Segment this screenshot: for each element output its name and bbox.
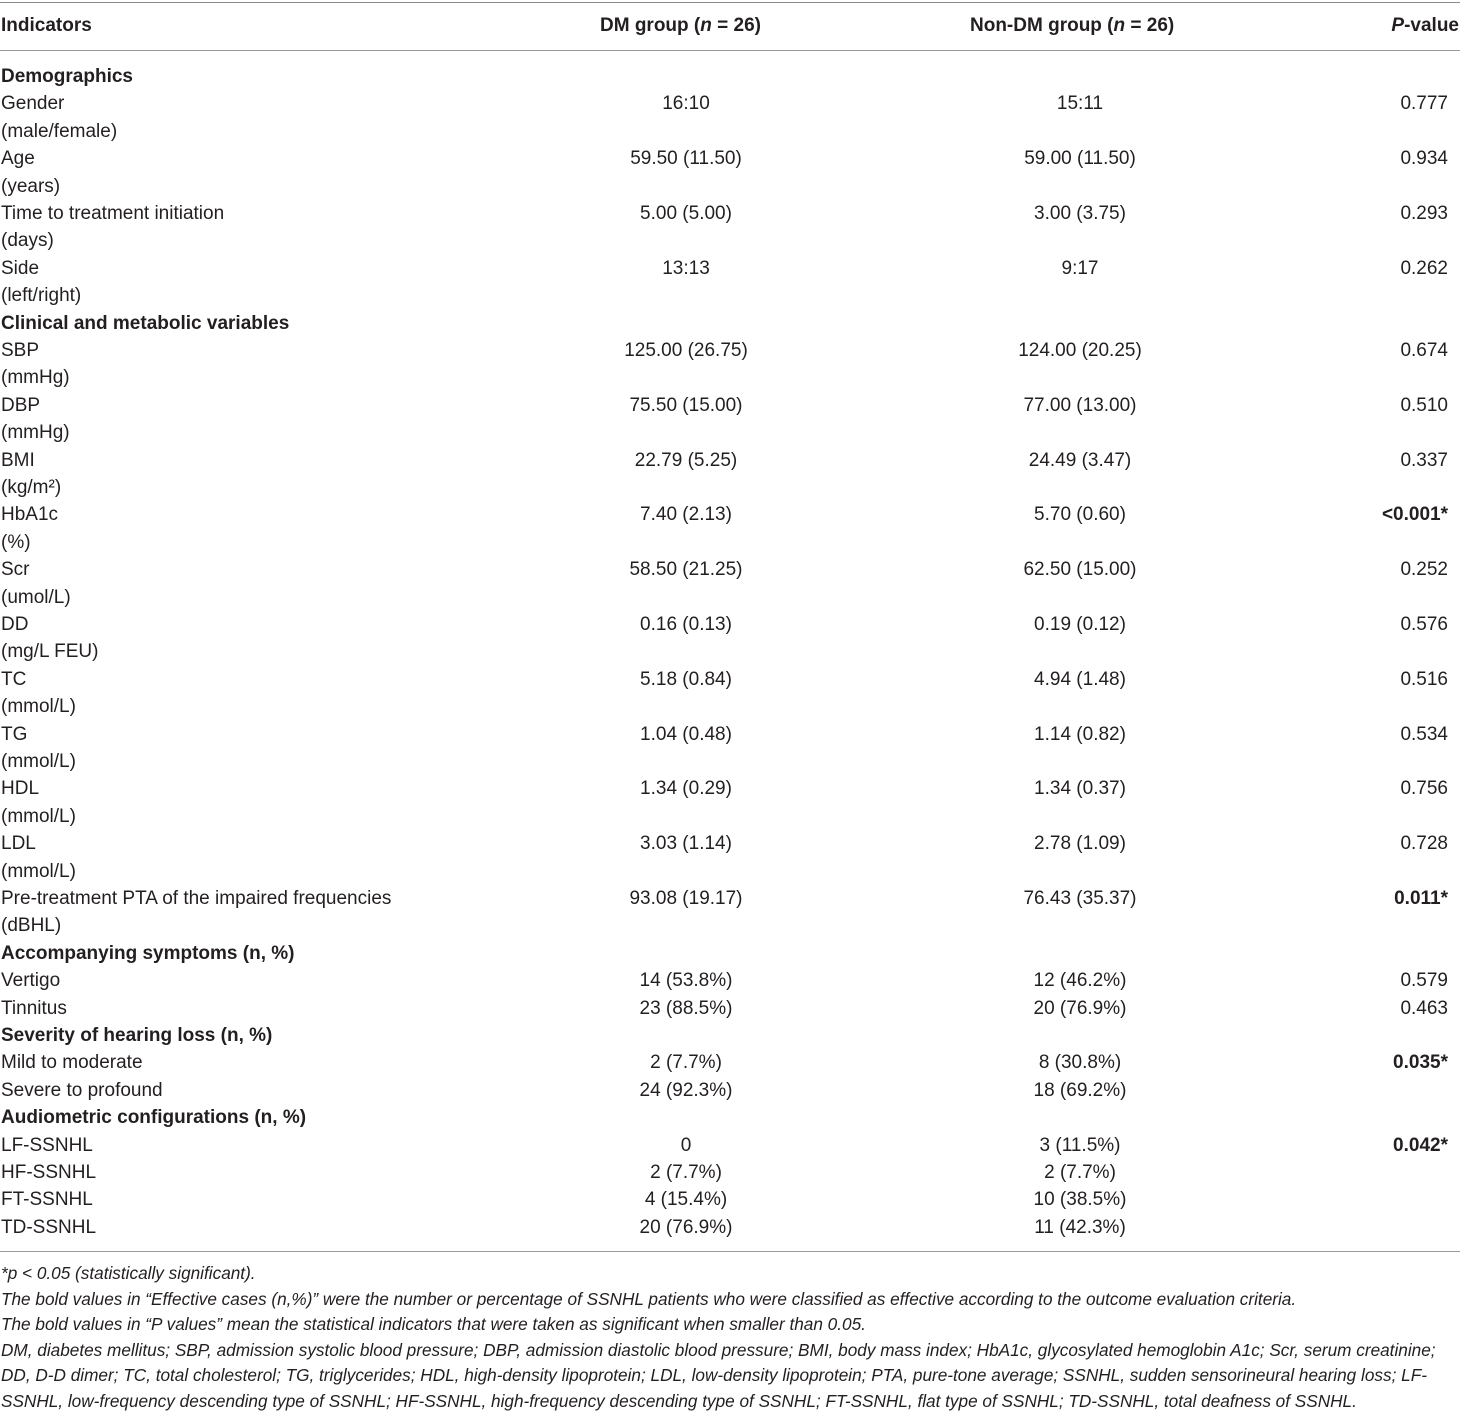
indicator-label: DBP <box>1 394 41 416</box>
p-value-cell: 0.510 <box>1400 394 1448 416</box>
header-dm-suffix: = 26) <box>711 15 761 36</box>
dm-value-cell: 93.08 (19.17) <box>629 888 743 909</box>
indicator-label: SBP <box>1 340 40 361</box>
nondm-value-cell: 15:11 <box>1056 93 1104 115</box>
dm-value-cell: 125.00 (26.75) <box>624 340 748 361</box>
indicator-unit: (days) <box>1 230 54 252</box>
indicator-label: Side <box>1 257 40 279</box>
indicator-cell <box>1 337 471 392</box>
dm-value-cell: 14 (53.8%) <box>639 970 733 992</box>
nondm-value-cell: 1.14 (0.82) <box>1034 723 1126 745</box>
indicator-cell <box>1 611 471 666</box>
header-p-italic: P <box>1391 15 1405 36</box>
nondm-value-cell: 1.34 (0.37) <box>1034 778 1126 800</box>
indicator-label: Tinnitus <box>1 997 67 1019</box>
indicator-unit: (%) <box>1 531 31 553</box>
header-p-value <box>1391 12 1459 40</box>
dm-value-cell: 59.50 (11.50) <box>630 148 742 170</box>
dm-value-cell: 2 (7.7%) <box>650 1162 722 1183</box>
header-nondm-suffix: = 26) <box>1125 15 1175 36</box>
nondm-value-cell: 24.49 (3.47) <box>1028 449 1132 471</box>
indicator-label: HbA1c <box>1 504 59 526</box>
indicator-label: Time to treatment initiation <box>1 203 225 224</box>
bottom-rule <box>0 1251 1460 1252</box>
header-dm-n: n <box>700 15 712 36</box>
nondm-value-cell: 9:17 <box>1061 257 1099 279</box>
indicator-label: TC <box>1 668 27 690</box>
header-nondm-group <box>970 12 1174 40</box>
indicator-label: LDL <box>1 833 36 855</box>
indicator-label: DD <box>1 614 29 635</box>
indicator-cell <box>1 1077 471 1104</box>
nondm-value-cell: 10 (38.5%) <box>1033 1189 1127 1211</box>
indicator-cell <box>1 501 471 556</box>
dm-value-cell: 16:10 <box>662 93 710 115</box>
indicator-cell <box>1 885 471 940</box>
indicator-unit: (mmol/L) <box>1 751 76 772</box>
indicator-cell <box>1 666 471 721</box>
indicator-unit: (mg/L FEU) <box>1 641 99 663</box>
section-title <box>1 1022 471 1049</box>
dm-value-cell: 0 <box>680 1134 692 1156</box>
indicator-cell <box>1 200 471 255</box>
p-value-cell: 0.777 <box>1400 93 1448 115</box>
p-value-cell: 0.042* <box>1393 1134 1448 1156</box>
nondm-value-cell: 0.19 (0.12) <box>1034 614 1126 635</box>
indicator-unit: (years) <box>1 175 61 197</box>
dm-value-cell: 5.18 (0.84) <box>640 668 732 690</box>
dm-value-cell: 58.50 (21.25) <box>629 559 743 581</box>
dm-value-cell: 4 (15.4%) <box>644 1189 728 1211</box>
indicator-cell <box>1 1159 471 1186</box>
indicator-cell <box>1 255 471 310</box>
indicator-label: TD-SSNHL <box>1 1216 97 1238</box>
header-dm-prefix: DM group ( <box>600 15 701 36</box>
indicator-label: Age <box>1 148 35 170</box>
p-value-cell: 0.579 <box>1400 970 1448 992</box>
header-indicators-text: Indicators <box>1 15 92 36</box>
header-nondm-prefix: Non-DM group ( <box>970 15 1114 36</box>
indicator-label: Accompanying symptoms (n, %) <box>1 942 295 964</box>
header-p-suffix: -value <box>1404 15 1459 36</box>
p-value-cell: 0.463 <box>1400 997 1448 1019</box>
p-value-cell: 0.011* <box>1394 888 1448 909</box>
dm-value-cell: 1.34 (0.29) <box>640 778 732 800</box>
p-value-cell: 0.293 <box>1400 203 1448 224</box>
indicator-cell <box>1 830 471 885</box>
p-value-cell: 0.576 <box>1400 614 1448 635</box>
nondm-value-cell: 62.50 (15.00) <box>1023 559 1137 581</box>
nondm-value-cell: 20 (76.9%) <box>1033 997 1127 1019</box>
section-title <box>1 940 471 967</box>
dm-value-cell: 3.03 (1.14) <box>640 833 732 855</box>
indicator-cell <box>1 1186 471 1213</box>
indicator-label: FT-SSNHL <box>1 1189 93 1211</box>
dm-value-cell: 2 (7.7%) <box>650 1052 722 1074</box>
dm-value-cell: 75.50 (15.00) <box>629 394 743 416</box>
indicator-cell <box>1 775 471 830</box>
indicator-label: HDL <box>1 778 40 800</box>
nondm-value-cell: 77.00 (13.00) <box>1023 394 1137 416</box>
indicator-cell <box>1 1214 471 1241</box>
dm-value-cell: 20 (76.9%) <box>639 1216 733 1238</box>
p-value-cell: 0.035* <box>1393 1052 1448 1074</box>
indicator-unit: (mmol/L) <box>1 805 76 827</box>
nondm-value-cell: 3.00 (3.75) <box>1034 203 1126 224</box>
footnote-significance: *p < 0.05 (statistically significant). <box>1 1263 256 1283</box>
indicator-cell <box>1 1132 471 1159</box>
section-title <box>1 310 471 337</box>
p-value-cell: <0.001* <box>1381 504 1448 526</box>
nondm-value-cell: 4.94 (1.48) <box>1034 668 1126 690</box>
nondm-value-cell: 59.00 (11.50) <box>1024 148 1136 170</box>
section-title <box>1 63 471 90</box>
p-value-cell: 0.674 <box>1400 340 1448 361</box>
nondm-value-cell: 11 (42.3%) <box>1034 1216 1126 1238</box>
indicator-unit: (male/female) <box>1 120 118 142</box>
indicator-cell <box>1 556 471 611</box>
dm-value-cell: 5.00 (5.00) <box>640 203 732 224</box>
dm-value-cell: 0.16 (0.13) <box>640 614 732 635</box>
indicator-label: BMI <box>1 449 35 471</box>
p-value-cell: 0.756 <box>1400 778 1448 800</box>
nondm-value-cell: 76.43 (35.37) <box>1023 888 1137 909</box>
header-rule <box>0 50 1460 51</box>
dm-value-cell: 23 (88.5%) <box>639 997 733 1019</box>
nondm-value-cell: 8 (30.8%) <box>1038 1052 1122 1074</box>
nondm-value-cell: 18 (69.2%) <box>1033 1079 1127 1101</box>
nondm-value-cell: 12 (46.2%) <box>1033 970 1127 992</box>
dm-value-cell: 1.04 (0.48) <box>640 723 732 745</box>
indicator-label: Severity of hearing loss (n, %) <box>1 1025 273 1046</box>
nondm-value-cell: 2 (7.7%) <box>1044 1162 1116 1183</box>
indicator-unit: (mmHg) <box>1 367 70 389</box>
indicator-cell <box>1 721 471 776</box>
indicator-label: Vertigo <box>1 970 61 992</box>
p-value-cell: 0.516 <box>1400 668 1448 690</box>
indicator-cell <box>1 90 471 145</box>
indicator-unit: (kg/m²) <box>1 477 62 498</box>
footnote-effective-cases: The bold values in “Effective cases (n,%)” were the number or percentage of SSNHL patients who were classified as effective according to the outcome evaluation criteria. <box>1 1288 1297 1309</box>
dm-value-cell: 13:13 <box>662 257 710 279</box>
header-dm-group <box>600 12 761 40</box>
header-indicators <box>1 12 92 40</box>
nondm-value-cell: 3 (11.5%) <box>1039 1134 1121 1156</box>
indicator-label: Demographics <box>1 66 133 87</box>
dm-value-cell: 7.40 (2.13) <box>640 504 732 526</box>
indicator-unit: (mmol/L) <box>1 696 76 718</box>
p-value-cell: 0.337 <box>1400 449 1448 471</box>
footnote-abbreviations: DM, diabetes mellitus; SBP, admission systolic blood pressure; DBP, admission diastolic blood pressure; BMI, body mass index; HbA1c, glycosylated hemoglobin A1c; Scr, serum creatinine; DD, D-D dimer; TC, total cholesterol; TG, triglycerides; HDL, high-density lipoprotein; LDL, low-density lipoprotein; PTA, pure-tone average; SSNHL, sudden sensorineural hearing loss; LF-SSNHL, low-frequency descending type of SSNHL; HF-SSNHL, high-frequency descending type of SSNHL; FT-SSNHL, flat type of SSNHL; TD-SSNHL, total deafness of SSNHL. <box>1 1339 1436 1411</box>
indicator-unit: (dBHL) <box>1 915 62 937</box>
indicator-label: Pre-treatment PTA of the impaired frequencies <box>1 888 392 909</box>
indicator-label: TG <box>1 723 28 745</box>
p-value-cell: 0.252 <box>1400 559 1448 581</box>
nondm-value-cell: 2.78 (1.09) <box>1034 833 1126 855</box>
indicator-unit: (left/right) <box>1 285 82 307</box>
indicator-cell <box>1 447 471 502</box>
p-value-cell: 0.534 <box>1400 723 1448 745</box>
dm-value-cell: 24 (92.3%) <box>639 1079 733 1101</box>
indicator-cell <box>1 145 471 200</box>
p-value-cell: 0.934 <box>1400 148 1448 170</box>
header-nondm-n: n <box>1113 15 1126 36</box>
indicator-unit: (umol/L) <box>1 586 71 608</box>
indicator-label: Severe to profound <box>1 1079 163 1101</box>
indicator-label: HF-SSNHL <box>1 1162 97 1183</box>
table-footnotes <box>1 1261 1459 1414</box>
indicator-label: LF-SSNHL <box>1 1134 93 1156</box>
indicator-label: Clinical and metabolic variables <box>1 312 290 334</box>
p-value-cell: 0.728 <box>1400 833 1448 855</box>
indicator-cell <box>1 995 471 1022</box>
indicator-unit: (mmol/L) <box>1 860 76 882</box>
top-rule <box>0 2 1460 3</box>
footnote-p-values: The bold values in “P values” mean the statistical indicators that were taken as significant when smaller than 0.05. <box>1 1314 866 1334</box>
indicator-label: Gender <box>1 93 65 115</box>
indicator-label: Scr <box>1 559 30 581</box>
p-value-cell: 0.262 <box>1400 257 1448 279</box>
indicator-label: Mild to moderate <box>1 1052 143 1074</box>
indicator-unit: (mmHg) <box>1 422 70 444</box>
section-title <box>1 1104 471 1131</box>
indicator-cell <box>1 967 471 994</box>
nondm-value-cell: 124.00 (20.25) <box>1018 340 1142 361</box>
nondm-value-cell: 5.70 (0.60) <box>1034 504 1126 526</box>
indicator-label: Audiometric configurations (n, %) <box>1 1107 307 1129</box>
indicator-cell <box>1 1049 471 1076</box>
indicator-cell <box>1 392 471 447</box>
dm-value-cell: 22.79 (5.25) <box>634 449 738 471</box>
